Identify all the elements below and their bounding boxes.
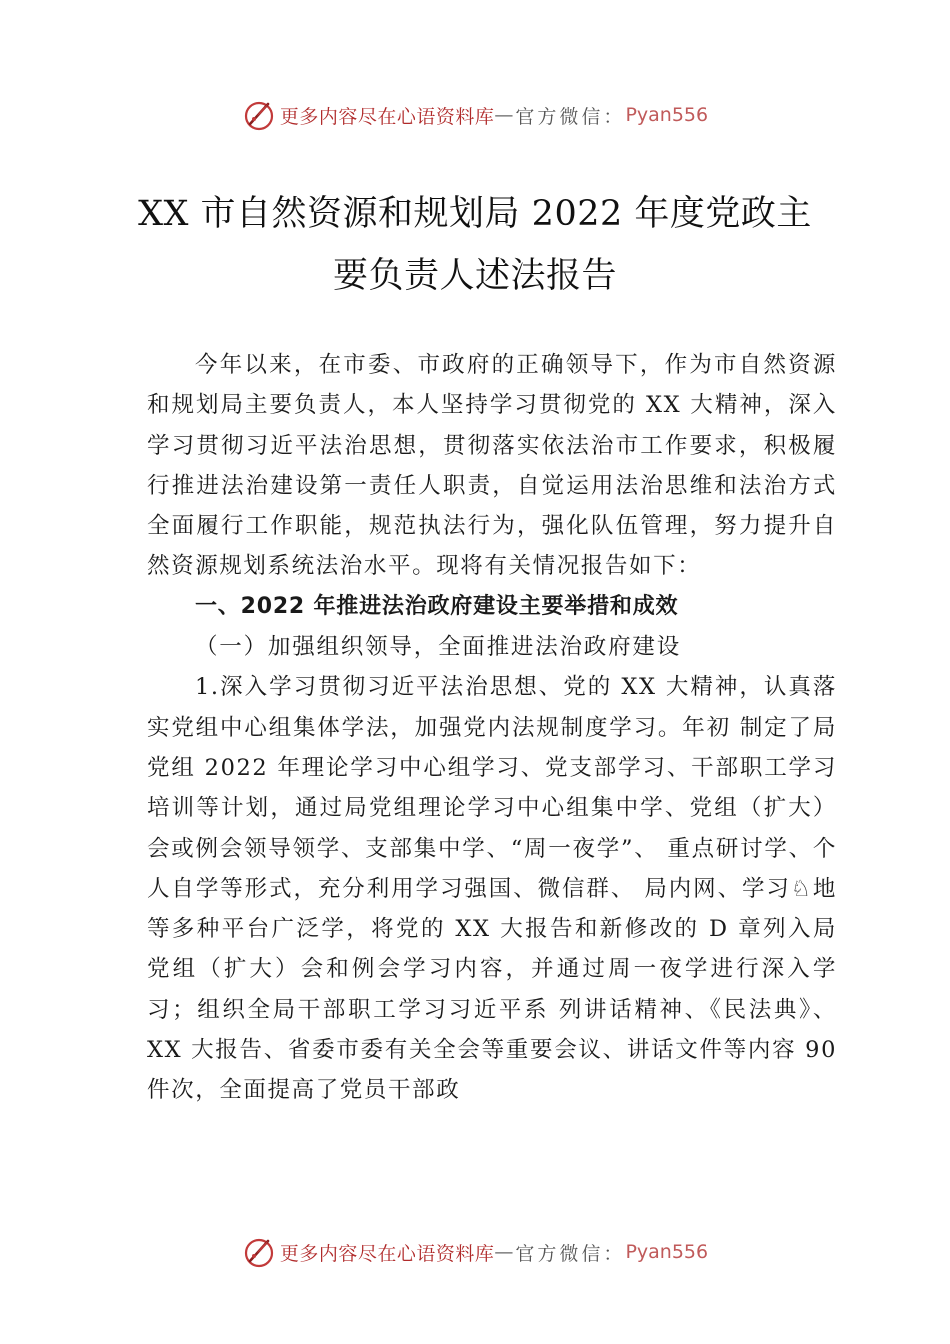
document-title xyxy=(120,183,830,307)
banner-separator: — xyxy=(494,104,516,126)
title-line-2: 要负责人述法报告 xyxy=(332,256,617,296)
intro-paragraph: 今年以来，在市委、市政府的正确领导下，作为市自然资源和规划局主要负责人，本人坚持学习贯彻党的 XX 大精神，深入学习贯彻习近平法治思想，贯彻落实依法治市工作要求，积极履行推进法治建设第一责任人职责，自觉运用法治思维和法治方式全面履行工作职能，规范执法行为，强化队伍管理，努力提升自然资源规划系统法治水平。现将有关情况报告如下： xyxy=(147,352,837,580)
banner-wechat-id: Pyan556 xyxy=(625,1241,709,1263)
banner-wechat-label: 官方微信： xyxy=(515,1242,626,1265)
banner-wechat-label: 官方微信： xyxy=(515,105,626,128)
banner-wechat-id: Pyan556 xyxy=(625,104,709,126)
quill-logo-icon xyxy=(242,1235,276,1269)
item-1-paragraph: 1.深入学习贯彻习近平法治思想、党的 XX 大精神，认真落实党组中心组集体学法，加强党内法规制度学习。年初 制定了局党组 2022 年理论学习中心组学习、党支部学习、干部职工学习培训等计划，通过局党组理论学习中心组集中学、党组（扩大）会或例会领导领学、支部集中学、“周一夜学”、 重点研讨学、个人自学等形式，充分利用学习强国、微信群、 局内网、学习♘地等多种平台广泛学，将党的 XX 大报告和新修改的 D 章列入局党组（扩大）会和例会学习内容，并通过周一夜学进行深入学习；组织全局干部职工学习习近平系 列讲话精神、《民法典》、XX 大报告、省委市委有关全会等重要会议、讲话文件等内容 90 件次，全面提高了党员干部政 xyxy=(147,674,837,1104)
section-heading-1: 一、2022 年推进法治政府建设主要举措和成效 xyxy=(195,593,679,619)
footer-watermark-banner xyxy=(0,1232,950,1272)
header-watermark-banner xyxy=(0,95,950,135)
subsection-heading-1: （一）加强组织领导，全面推进法治政府建设 xyxy=(195,634,682,661)
banner-separator: — xyxy=(494,1241,516,1263)
banner-brand-text: 更多内容尽在心语资料库 xyxy=(279,1242,495,1265)
title-line-1: XX 市自然资源和规划局 2022 年度党政主 xyxy=(138,194,812,234)
document-body xyxy=(147,345,837,1111)
quill-logo-icon xyxy=(242,98,276,132)
banner-brand-text: 更多内容尽在心语资料库 xyxy=(279,105,495,128)
